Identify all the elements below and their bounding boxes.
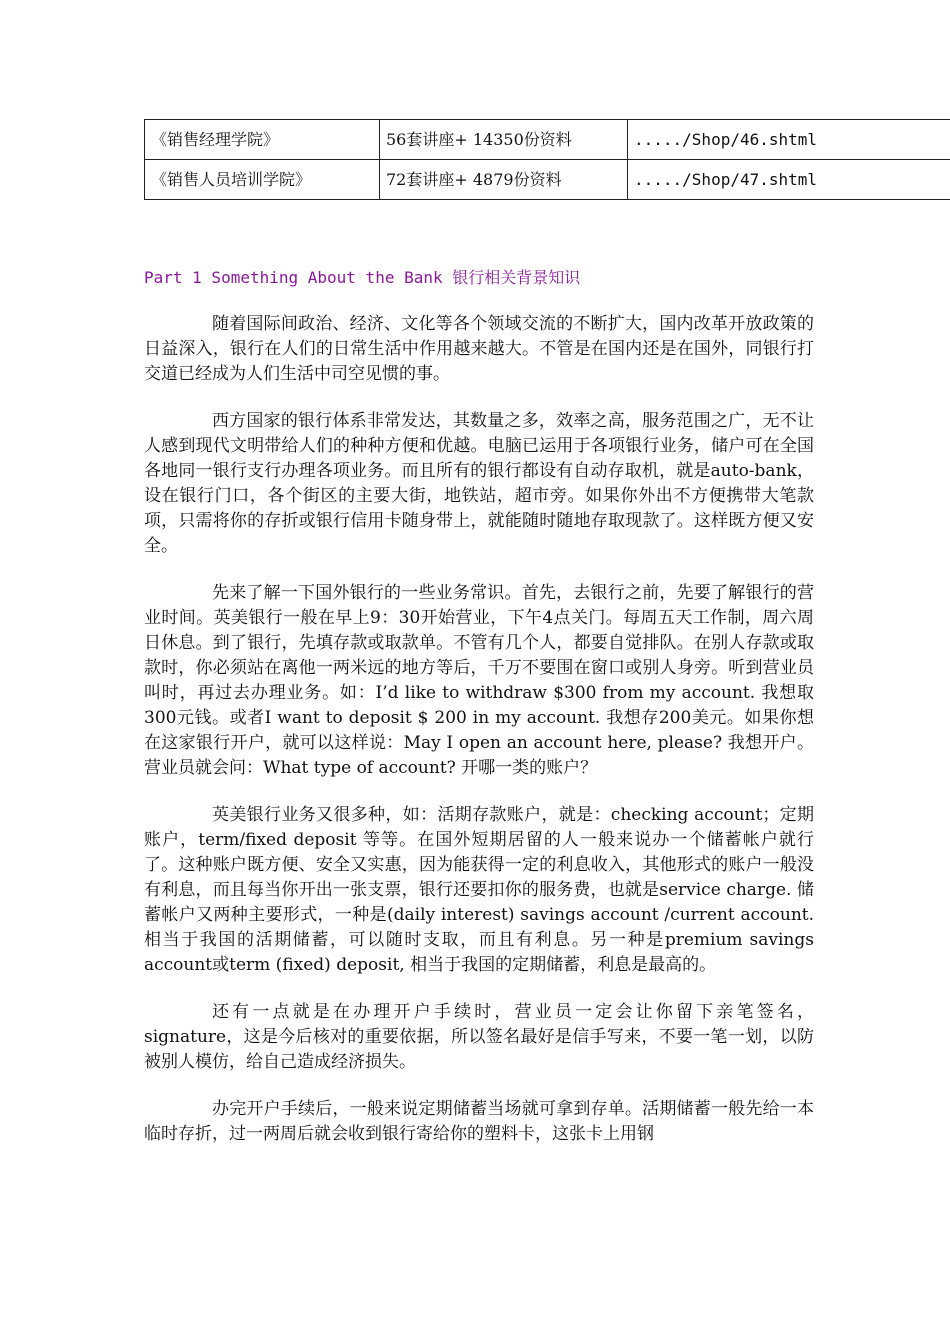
section-heading: Part 1 Something About the Bank 银行相关背景知识 bbox=[144, 268, 581, 287]
paragraph: 英美银行业务又很多种，如：活期存款账户，就是：checking account；定期账户，term/fixed deposit 等等。在国外短期居留的人一般来说办一个储蓄帐户就行了。这种账户既方便、安全又实惠，因为能获得一定的利息收入，其他形式的账户一般没有利息，而且每当你开出一张支票，银行还要扣你的服务费，也就是service charge. 储蓄帐户又两种主要形式，一种是(daily interest) savings account /current account. 相当于我国的活期储蓄，可以随时支取，而且有利息。另一种是premium savings account或term (fixed) deposit, 相当于我国的定期储蓄，利息是最高的。 bbox=[144, 805, 814, 975]
paragraph: 西方国家的银行体系非常发达，其数量之多，效率之高，服务范围之广，无不让人感到现代文明带给人们的种种方便和优越。电脑已运用于各项银行业务，储户可在全国各地同一银行支行办理各项业务。而且所有的银行都设有自动存取机，就是auto-bank，设在银行门口，各个街区的主要大街，地铁站，超市旁。如果你外出不方便携带大笔款项，只需将你的存折或银行信用卡随身带上，就能随时随地存取现款了。这样既方便又安全。 bbox=[144, 411, 814, 556]
article-body bbox=[144, 312, 814, 1169]
paragraph: 还有一点就是在办理开户手续时，营业员一定会让你留下亲笔签名，signature，这是今后核对的重要依据，所以签名最好是信手写来，不要一笔一划，以防被别人模仿，给自己造成经济损失。 bbox=[144, 1002, 814, 1072]
course-title-cell: 《销售经理学院》 bbox=[145, 120, 380, 160]
course-link-cell: ...../Shop/46.shtml bbox=[628, 120, 950, 160]
course-title-cell: 《销售人员培训学院》 bbox=[145, 160, 380, 200]
course-content-cell: 72套讲座+ 4879份资料 bbox=[380, 160, 628, 200]
table-row bbox=[145, 160, 950, 200]
course-catalog-table bbox=[144, 119, 950, 200]
paragraph: 随着国际间政治、经济、文化等各个领域交流的不断扩大，国内改革开放政策的日益深入，银行在人们的日常生活中作用越来越大。不管是在国内还是在国外，同银行打交道已经成为人们生活中司空见惯的事。 bbox=[144, 314, 814, 384]
course-link-cell: ...../Shop/47.shtml bbox=[628, 160, 950, 200]
table-row bbox=[145, 120, 950, 160]
course-content-cell: 56套讲座+ 14350份资料 bbox=[380, 120, 628, 160]
paragraph: 办完开户手续后，一般来说定期储蓄当场就可拿到存单。活期储蓄一般先给一本临时存折，过一两周后就会收到银行寄给你的塑料卡，这张卡上用钢 bbox=[144, 1099, 814, 1144]
paragraph: 先来了解一下国外银行的一些业务常识。首先，去银行之前，先要了解银行的营业时间。英美银行一般在早上9：30开始营业，下午4点关门。每周五天工作制，周六周日休息。到了银行，先填存款或取款单。不管有几个人，都要自觉排队。在别人存款或取款时，你必须站在离他一两米远的地方等后，千万不要围在窗口或别人身旁。听到营业员叫时，再过去办理业务。如：I’d like to withdraw $300 from my account. 我想取300元钱。或者I want to deposit $ 200 in my account. 我想存200美元。如果你想在这家银行开户，就可以这样说：May I open an account here, please? 我想开户。营业员就会问：What type of account? 开哪一类的账户？ bbox=[144, 583, 814, 778]
